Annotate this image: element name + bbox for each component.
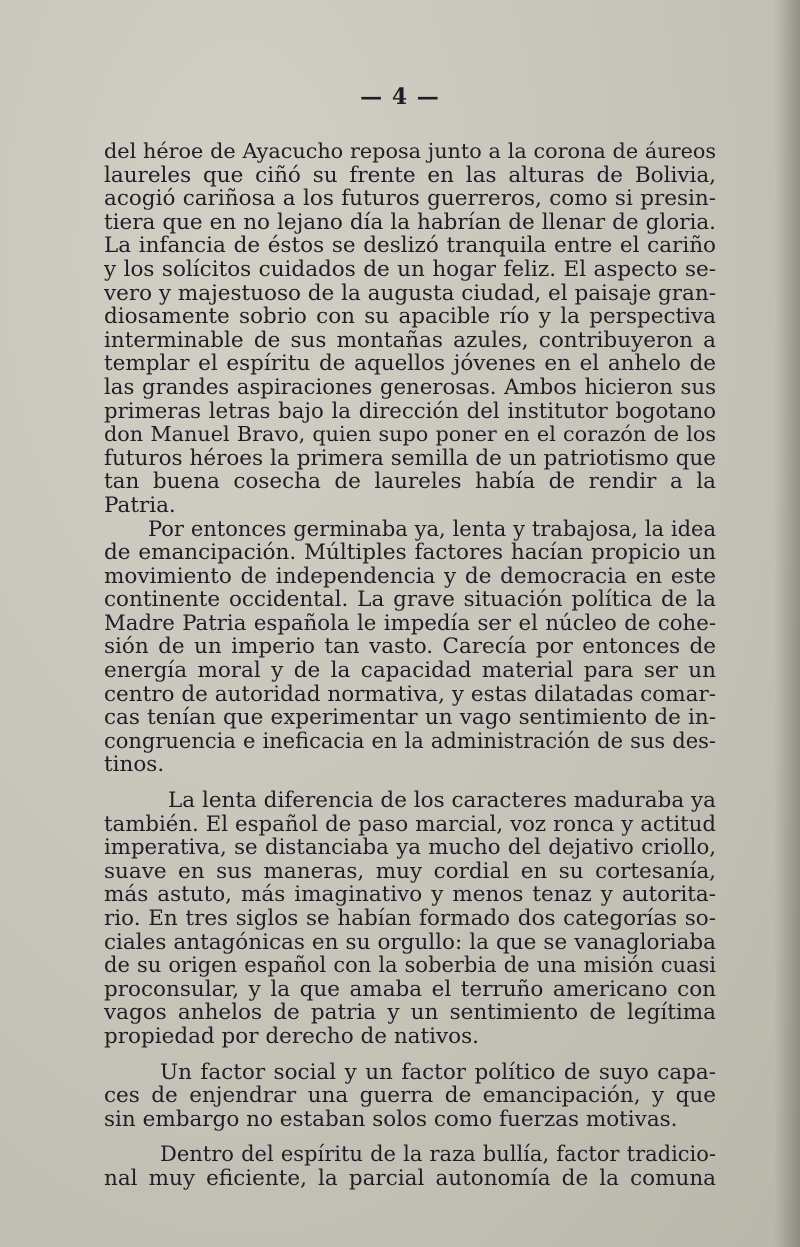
text-line: del héroe de Ayacucho reposa junto a la corona de áureos: [104, 139, 716, 163]
text-line: La infancia de éstos se deslizó tranquila entre el cariño: [104, 233, 716, 259]
text-line: tinos.: [104, 752, 165, 778]
text-line: imperativa, se distanciaba ya mucho del dejativo criollo,: [104, 835, 716, 861]
text-line: La lenta diferencia de los caracteres maduraba ya: [168, 788, 716, 814]
text-line: tan buena cosecha de laureles había de rendir a la: [104, 469, 716, 495]
text-line: laureles que ciñó su frente en las alturas de Bolivia,: [104, 162, 716, 188]
text-line: rio. En tres siglos se habían formado dos categorías so-: [104, 906, 716, 931]
text-line: de emancipación. Múltiples factores hacían propicio un: [104, 540, 716, 566]
text-line: continente occidental. La grave situación política de la: [104, 587, 716, 613]
text-line: futuros héroes la primera semilla de un patriotismo que: [104, 445, 716, 471]
text-line: congruencia e ineficacia en la administración de sus des-: [104, 728, 716, 753]
text-line: ces de enjendrar una guerra de emancipación, y que: [104, 1083, 716, 1109]
text-line: diosamente sobrio con su apacible río y la perspectiva: [104, 304, 716, 330]
text-line: centro de autoridad normativa, y estas dilatadas comar-: [104, 681, 716, 707]
text-line: ciales antagónicas en su orgullo: la que se vanagloriaba: [104, 929, 716, 955]
text-line: movimiento de independencia y de democracia en este: [104, 563, 716, 589]
text-line: y los solícitos cuidados de un hogar feliz. El aspecto se-: [104, 256, 716, 282]
text-line: vero y majestuoso de la augusta ciudad, el paisaje gran-: [104, 280, 716, 306]
text-line: vagos anhelos de patria y un sentimiento de legítima: [104, 1000, 716, 1026]
text-line: don Manuel Bravo, quien supo poner en el corazón de los: [104, 422, 716, 447]
text-line: primeras letras bajo la dirección del institutor bogotano: [104, 398, 716, 424]
text-line: energía moral y de la capacidad material para ser un: [104, 658, 716, 684]
text-line: templar el espíritu de aquellos jóvenes en el anhelo de: [104, 351, 716, 377]
text-line: cas tenían que experimentar un vago sentimiento de in-: [104, 705, 716, 731]
text-line: proconsular, y la que amaba el terruño americano con: [104, 976, 716, 1002]
text-line: sión de un imperio tan vasto. Carecía por entonces de: [104, 634, 716, 660]
text-line: Patria.: [104, 492, 176, 518]
text-line: también. El español de paso marcial, voz ronca y actitud: [104, 811, 716, 837]
text-line: interminable de sus montañas azules, contribuyeron a: [104, 327, 716, 353]
page-edge-shadow: [774, 0, 800, 1247]
text-line: Dentro del espíritu de la raza bullía, factor tradicio-: [160, 1142, 716, 1167]
text-line: de su origen español con la soberbia de una misión cuasi: [104, 953, 716, 978]
text-line: Por entonces germinaba ya, lenta y trabajosa, la idea: [148, 516, 716, 541]
text-line: suave en sus maneras, muy cordial en su cortesanía,: [104, 858, 716, 884]
text-line: acogió cariñosa a los futuros guerreros, como si presin-: [104, 186, 716, 212]
body-text: [104, 140, 716, 1191]
page-number: — 4 —: [360, 84, 440, 110]
text-line: más astuto, más imaginativo y menos tenaz y autorita-: [104, 882, 716, 908]
text-line: propiedad por derecho de nativos.: [104, 1023, 479, 1049]
text-line: Un factor social y un factor político de suyo capa-: [160, 1059, 716, 1085]
text-line: tiera que en no lejano día la habrían de llenar de gloria.: [104, 209, 716, 235]
text-line: nal muy eficiente, la parcial autonomía de la comuna: [104, 1165, 716, 1191]
text-line: las grandes aspiraciones generosas. Ambos hicieron sus: [104, 374, 716, 400]
text-line: sin embargo no estaban solos como fuerzas motivas.: [104, 1106, 678, 1132]
text-line: Madre Patria española le impedía ser el núcleo de cohe-: [104, 610, 716, 636]
